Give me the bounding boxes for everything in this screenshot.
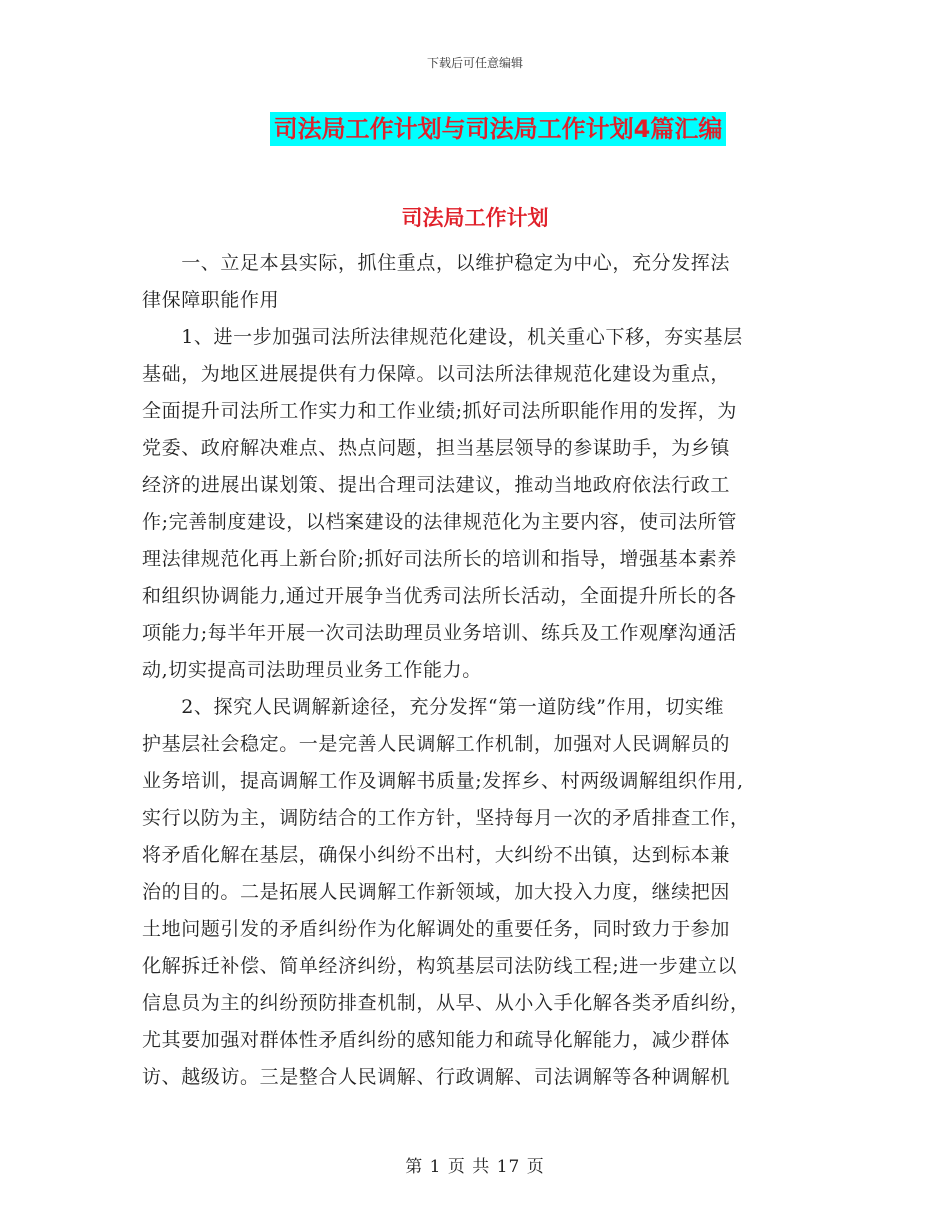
body-line: 作;完善制度建设，以档案建设的法律规范化为主要内容，使司法所管 xyxy=(142,511,738,533)
page-footer: 第 1 页 共 17 页 xyxy=(405,1157,545,1177)
body-line: 实行以防为主，调防结合的工作方针，坚持每月一次的矛盾排查工作， xyxy=(142,807,750,829)
body-line: 项能力;每半年开展一次司法助理员业务培训、练兵及工作观摩沟通活 xyxy=(142,622,738,644)
body-line: 业务培训，提高调解工作及调解书质量;发挥乡、村两级调解组织作用, xyxy=(142,770,744,792)
body-line: 动,切实提高司法助理员业务工作能力。 xyxy=(142,659,482,681)
body-line: 和组织协调能力,通过开展争当优秀司法所长活动，全面提升所长的各 xyxy=(142,585,737,607)
body-line: 将矛盾化解在基层，确保小纠纷不出村，大纠纷不出镇，达到标本兼 xyxy=(142,844,731,866)
body-text xyxy=(142,245,812,1096)
main-title: 司法局工作计划与司法局工作计划4篇汇编 xyxy=(270,112,727,146)
header-note: 下载后可任意编辑 xyxy=(426,56,523,70)
body-line: 2、探究人民调解新途径，充分发挥“第一道防线”作用，切实维 xyxy=(142,696,725,718)
body-line: 访、越级访。三是整合人民调解、行政调解、司法调解等各种调解机 xyxy=(142,1066,731,1088)
body-line: 党委、政府解决难点、热点问题，担当基层领导的参谋助手，为乡镇 xyxy=(142,437,731,459)
section-title: 司法局工作计划 xyxy=(401,206,549,230)
body-line: 信息员为主的纠纷预防排查机制，从早、从小入手化解各类矛盾纠纷， xyxy=(142,992,750,1014)
body-line: 经济的进展出谋划策、提出合理司法建议，推动当地政府依法行政工 xyxy=(142,474,731,496)
body-line: 土地问题引发的矛盾纠纷作为化解调处的重要任务，同时致力于参加 xyxy=(142,918,731,940)
body-line: 律保障职能作用 xyxy=(142,289,280,311)
body-line: 护基层社会稳定。一是完善人民调解工作机制，加强对人民调解员的 xyxy=(142,733,731,755)
body-line: 理法律规范化再上新台阶;抓好司法所长的培训和指导，增强基本素养 xyxy=(142,548,738,570)
body-line: 尤其要加强对群体性矛盾纠纷的感知能力和疏导化解能力，减少群体 xyxy=(142,1029,731,1051)
main-title-container xyxy=(0,112,950,146)
body-line: 1、进一步加强司法所法律规范化建设，机关重心下移，夯实基层 xyxy=(142,326,743,348)
body-line: 治的目的。二是拓展人民调解工作新领域，加大投入力度，继续把因 xyxy=(142,881,731,903)
body-line: 基础，为地区进展提供有力保障。以司法所法律规范化建设为重点， xyxy=(142,363,731,385)
body-line: 一、立足本县实际，抓住重点，以维护稳定为中心，充分发挥法 xyxy=(142,252,731,274)
body-line: 全面提升司法所工作实力和工作业绩;抓好司法所职能作用的发挥，为 xyxy=(142,400,738,422)
body-line: 化解拆迁补偿、简单经济纠纷，构筑基层司法防线工程;进一步建立以 xyxy=(142,955,738,977)
